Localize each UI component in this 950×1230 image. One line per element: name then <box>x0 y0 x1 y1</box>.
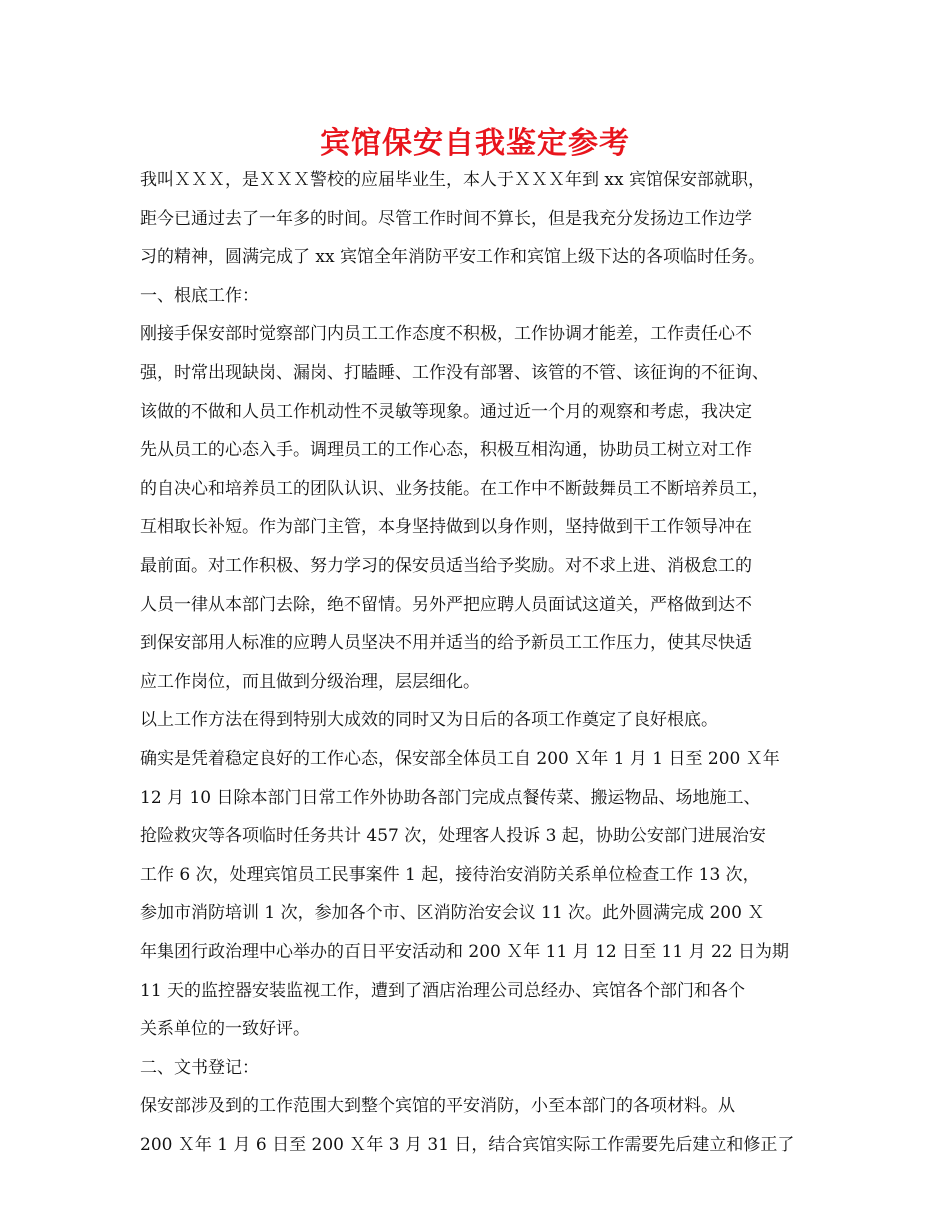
body-line: 我叫ＸＸＸ，是ＸＸＸ警校的应届毕业生，本人于ＸＸＸ年到 xx 宾馆保安部就职， <box>140 170 765 190</box>
body-line: 最前面。对工作积极、努力学习的保安员适当给予奖励。对不求上进、消极怠工的 <box>140 556 752 576</box>
body-line: 到保安部用人标准的应聘人员坚决不用并适当的给予新员工工作压力，使其尽快适 <box>140 633 752 654</box>
body-line: 应工作岗位，而且做到分级治理，层层细化。 <box>140 671 480 692</box>
body-line: 二、文书登记： <box>140 1057 259 1078</box>
body-line: 一、根底工作： <box>140 285 259 306</box>
body-line: 200 Ｘ年 1 月 6 日至 200 Ｘ年 3 月 31 日，结合宾馆实际工作需要先后建立和修正了 <box>140 1135 795 1155</box>
body-line: 互相取长补短。作为部门主管，本身坚持做到以身作则，坚持做到干工作领导冲在 <box>140 517 752 538</box>
body-line: 习的精神，圆满完成了 xx 宾馆全年消防平安工作和宾馆上级下达的各项临时任务。 <box>140 247 765 268</box>
body-line: 12 月 10 日除本部门日常工作外协助各部门完成点餐传菜、搬运物品、场地施工、 <box>140 787 761 808</box>
body-line: 的自决心和培养员工的团队认识、业务技能。在工作中不断鼓舞员工不断培养员工， <box>140 478 769 499</box>
body-line: 关系单位的一致好评。 <box>140 1019 310 1040</box>
body-line: 先从员工的心态入手。调理员工的工作心态，积极互相沟通，协助员工树立对工作 <box>140 440 752 461</box>
body-line: 确实是凭着稳定良好的工作心态，保安部全体员工自 200 Ｘ年 1 月 1 日至 200 Ｘ年 <box>140 749 780 769</box>
body-line: 工作 6 次，处理宾馆员工民事案件 1 起，接待治安消防关系单位检查工作 13 次， <box>140 864 760 885</box>
body-line: 以上工作方法在得到特别大成效的同时又为日后的各项工作奠定了良好根底。 <box>140 710 718 731</box>
body-line: 距今已通过去了一年多的时间。尽管工作时间不算长，但是我充分发扬边工作边学 <box>140 208 752 229</box>
body-line: 人员一律从本部门去除，绝不留情。另外严把应聘人员面试这道关，严格做到达不 <box>140 594 752 615</box>
body-line: 该做的不做和人员工作机动性不灵敏等现象。通过近一个月的观察和考虑，我决定 <box>140 401 752 422</box>
body-line: 抢险救灾等各项临时任务共计 457 次，处理客人投诉 3 起，协助公安部门进展治安 <box>140 826 766 847</box>
body-line: 年集团行政治理中心举办的百日平安活动和 200 Ｘ年 11 月 12 日至 11 月 22 日为期 <box>140 942 790 962</box>
body-line: 11 天的监控器安装监视工作，遭到了酒店治理公司总经办、宾馆各个部门和各个 <box>140 980 746 1001</box>
body-line: 参加市消防培训 1 次，参加各个市、区消防治安会议 11 次。此外圆满完成 200 Ｘ <box>140 903 765 924</box>
body-line: 刚接手保安部时觉察部门内员工工作态度不积极，工作协调才能差，工作责任心不 <box>140 324 752 345</box>
body-line: 保安部涉及到的工作范围大到整个宾馆的平安消防，小至本部门的各项材料。从 <box>140 1096 735 1117</box>
body-line: 强，时常出现缺岗、漏岗、打瞌睡、工作没有部署、该管的不管、该征询的不征询、 <box>140 363 769 383</box>
document-title: 宾馆保安自我鉴定参考 <box>320 126 630 161</box>
